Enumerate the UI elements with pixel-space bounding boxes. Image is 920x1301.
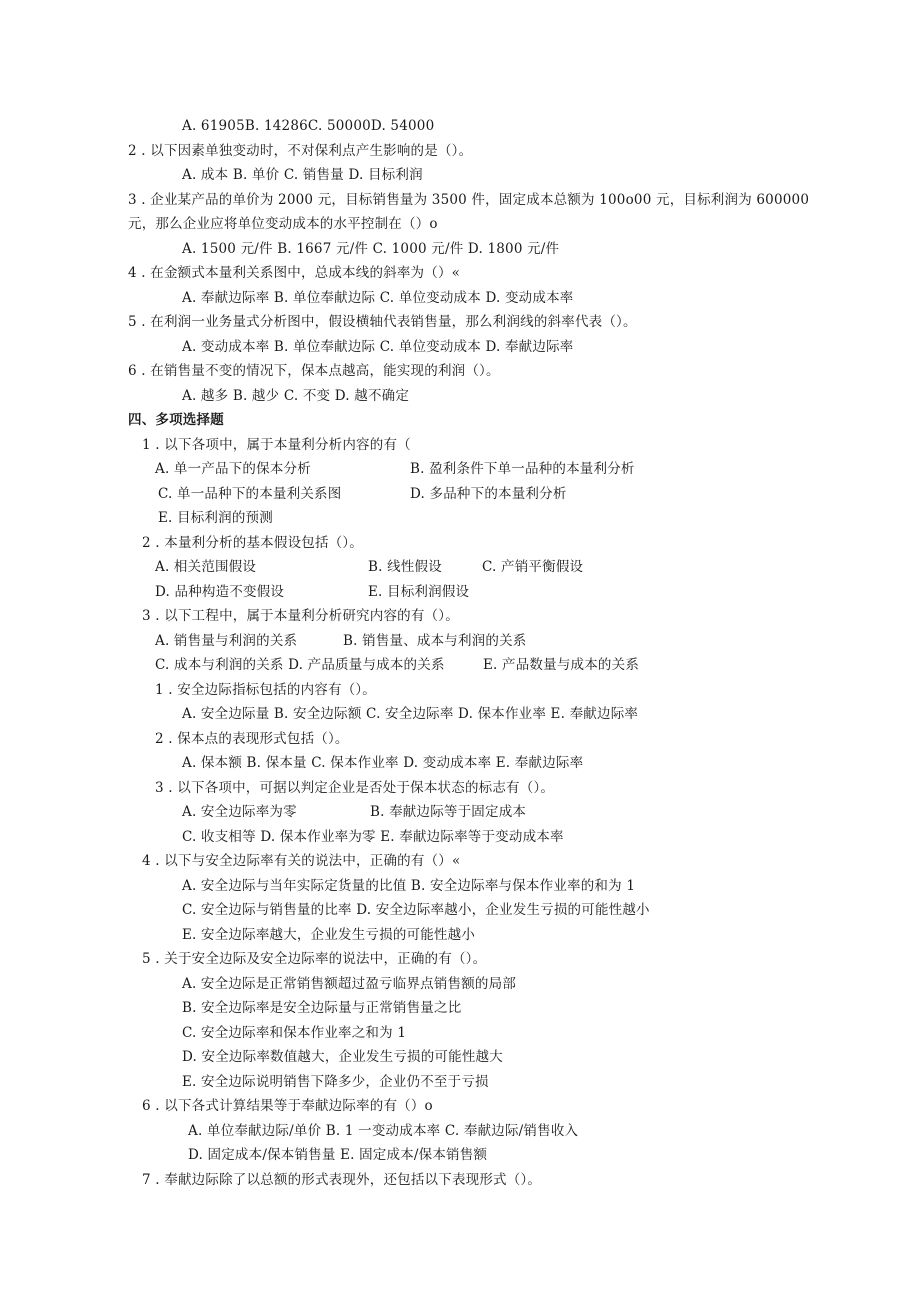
answer-options: A. 安全边际量 B. 安全边际额 C. 安全边际率 D. 保本作业率 E. 奉献边际率	[182, 706, 639, 722]
answer-option: E. 产品数量与成本的关系	[483, 657, 640, 673]
answer-option: D. 品种构造不变假设	[155, 584, 285, 600]
question-text: 6 . 在销售量不变的情况下，保本点越高，能实现的利润（）。	[128, 363, 500, 379]
question-text: 4 . 以下与安全边际率有关的说法中，正确的有（）«	[142, 853, 461, 869]
question-text: 3 . 以下各项中，可据以判定企业是否处于保本状态的标志有（）。	[155, 780, 555, 796]
answer-option: B. 盈利条件下单一品种的本量利分析	[410, 461, 635, 477]
question-text: 5 . 关于安全边际及安全边际率的说法中，正确的有（）。	[142, 951, 487, 967]
answer-option: B. 线性假设	[368, 559, 442, 575]
answer-options: C. 成本与利润的关系 D. 产品质量与成本的关系	[155, 657, 445, 673]
answer-option: E. 目标利润假设	[368, 584, 470, 600]
answer-option: A. 安全边际是正常销售额超过盈亏临界点销售额的局部	[182, 976, 517, 992]
answer-options: C. 收支相等 D. 保本作业率为零 E. 奉献边际率等于变动成本率	[182, 829, 564, 845]
answer-option: E. 安全边际率越大，企业发生亏损的可能性越小	[182, 927, 476, 943]
answer-options: A. 越多 B. 越少 C. 不变 D. 越不确定	[182, 388, 410, 404]
question-text: 7 . 奉献边际除了以总额的形式表现外，还包括以下表现形式（）。	[142, 1172, 542, 1188]
answer-option: E. 目标利润的预测	[158, 510, 273, 526]
answer-option: B. 安全边际率是安全边际量与正常销售量之比	[182, 1000, 462, 1016]
answer-options: C. 安全边际与销售量的比率 D. 安全边际率越小，企业发生亏损的可能性越小	[182, 902, 650, 918]
section-heading: 四、多项选择题	[128, 412, 224, 428]
question-text: 1 . 以下各项中，属于本量利分析内容的有（	[142, 437, 411, 453]
answer-option: A. 安全边际率为零	[182, 804, 297, 820]
question-text: 4 . 在金额式本量利关系图中，总成本线的斜率为（）«	[128, 265, 461, 281]
question-text: 6 . 以下各式计算结果等于奉献边际率的有（）o	[142, 1098, 433, 1114]
answer-option: B. 销售量、成本与利润的关系	[343, 633, 527, 649]
answer-options: A. 安全边际与当年实际定货量的比值 B. 安全边际率与保本作业率的和为 1	[182, 878, 636, 894]
answer-options: A. 单位奉献边际/单价 B. 1 一变动成本率 C. 奉献边际/销售收入	[188, 1123, 579, 1139]
answer-options: A. 成本 B. 单价 C. 销售量 D. 目标利润	[182, 167, 423, 183]
question-text: 1 . 安全边际指标包括的内容有（）。	[155, 682, 377, 698]
answer-option: A. 销售量与利润的关系	[155, 633, 298, 649]
answer-options: A. 保本额 B. 保本量 C. 保本作业率 D. 变动成本率 E. 奉献边际率	[182, 755, 584, 771]
answer-option: D. 安全边际率数值越大，企业发生亏损的可能性越大	[182, 1049, 503, 1065]
answer-option: A. 单一产品下的保本分析	[155, 461, 311, 477]
question-text: 2 . 以下因素单独变动时，不对保利点产生影响的是（）。	[128, 143, 473, 159]
answer-option: A. 相关范围假设	[155, 559, 257, 575]
answer-option: B. 奉献边际等于固定成本	[370, 804, 527, 820]
answer-option: C. 安全边际率和保本作业率之和为 1	[182, 1025, 407, 1041]
answer-options: A. 61905B. 14286C. 50000D. 54000	[182, 118, 435, 134]
answer-option: C. 产销平衡假设	[482, 559, 584, 575]
answer-options: A. 1500 元/件 B. 1667 元/件 C. 1000 元/件 D. 1800 元/件	[182, 241, 560, 257]
answer-options: D. 固定成本/保本销售量 E. 固定成本/保本销售额	[188, 1147, 488, 1163]
answer-options: A. 变动成本率 B. 单位奉献边际 C. 单位变动成本 D. 奉献边际率	[182, 339, 574, 355]
question-text: 5 . 在利润一业务量式分析图中，假设横轴代表销售量，那么利润线的斜率代表（）。	[128, 314, 637, 330]
question-text: 2 . 保本点的表现形式包括（）。	[155, 731, 349, 747]
answer-options: A. 奉献边际率 B. 单位奉献边际 C. 单位变动成本 D. 变动成本率	[182, 290, 574, 306]
answer-option: D. 多品种下的本量利分析	[410, 486, 567, 502]
question-text: 2 . 本量利分析的基本假设包括（）。	[142, 535, 364, 551]
question-text: 3 . 以下工程中，属于本量利分析研究内容的有（）。	[142, 608, 459, 624]
answer-option: C. 单一品种下的本量利关系图	[158, 486, 342, 502]
question-text-continued: 元，那么企业应将单位变动成本的水平控制在（）o	[128, 216, 438, 232]
answer-option: E. 安全边际说明销售下降多少，企业仍不至于亏损	[182, 1074, 489, 1090]
question-text: 3 . 企业某产品的单价为 2000 元，目标销售量为 3500 件，固定成本总额为 100o00 元，目标利润为 600000	[128, 192, 810, 208]
